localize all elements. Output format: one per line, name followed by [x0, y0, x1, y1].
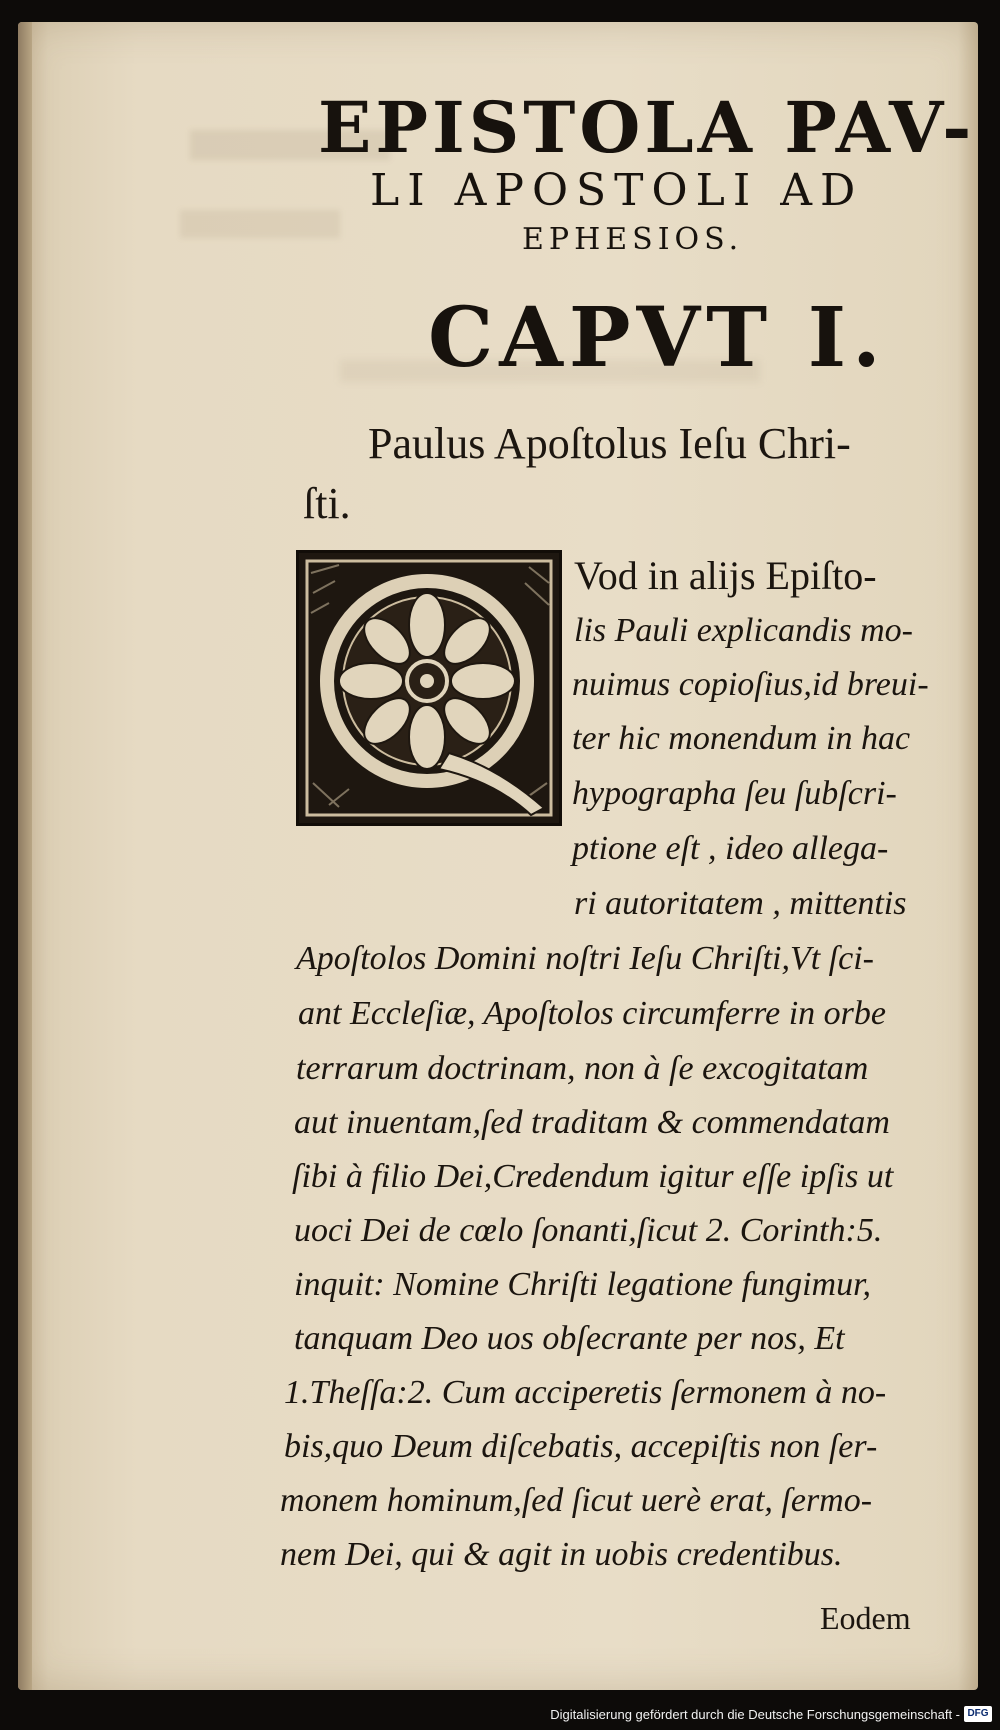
body-text-line: aut inuentam,ſed traditam & commendatam — [294, 1104, 890, 1141]
body-text-line: nem Dei, qui & agit in uobis credentibus. — [280, 1536, 843, 1573]
body-text-line: inquit: Nomine Chriſti legatione fungimur, — [294, 1266, 872, 1303]
body-text-line: Vod in alijs Epiſto- — [574, 553, 877, 598]
dfg-logo-icon: DFG — [964, 1706, 992, 1722]
body-text-line: ſibi à filio Dei,Credendum igitur eſſe ipſis ut — [292, 1158, 894, 1195]
body-text-line: hypographa ſeu ſubſcri- — [572, 775, 897, 812]
body-text-line: lis Pauli explicandis mo- — [574, 612, 914, 649]
body-text-line: ter hic monendum in hac — [572, 720, 911, 757]
body-text-line: ptione eſt , ideo allega- — [572, 830, 889, 867]
body-text-line: 1.Theſſa:2. Cum acciperetis ſermonem à no- — [284, 1374, 887, 1411]
body-text-line: uoci Dei de cœlo ſonanti,ſicut 2. Corinth:5. — [294, 1212, 883, 1249]
chapter-summary-line-1: Paulus Apoſtolus Ieſu Chri- — [368, 419, 851, 468]
page-edge — [18, 22, 32, 1690]
page-title-line-2: LI APOSTOLI AD — [370, 165, 864, 216]
body-text-line: ant Eccleſiæ, Apoſtolos circumferre in orbe — [298, 995, 886, 1032]
page-title-line-3: EPHESIOS. — [522, 222, 744, 257]
body-text-line: Apoſtolos Domini noſtri Ieſu Chriſti,Vt ſci- — [296, 940, 874, 977]
body-text-line: bis,quo Deum diſcebatis, accepiſtis non ſer- — [284, 1428, 878, 1465]
body-text-line: tanquam Deo uos obſecrante per nos, Et — [294, 1320, 845, 1357]
funding-credit: Digitalisierung gefördert durch die Deutsche Forschungsgemeinschaft - — [550, 1707, 960, 1722]
body-text-line: terrarum doctrinam, non à ſe excogitatam — [296, 1050, 869, 1087]
show-through-ink — [180, 210, 340, 238]
chapter-summary-line-2: ſti. — [303, 479, 351, 528]
body-text-line: ri autoritatem , mittentis — [574, 885, 907, 922]
catchword: Eodem — [820, 1600, 911, 1636]
chapter-heading: CAPVT I. — [428, 290, 887, 386]
decorated-initial-Q-icon — [296, 550, 562, 826]
page-title-line-1: EPISTOLA PAV- — [318, 86, 976, 169]
body-text-line: monem hominum,ſed ſicut uerè erat, ſermo- — [280, 1482, 873, 1519]
body-text-line: nuimus copioſius,id breui- — [572, 666, 929, 703]
